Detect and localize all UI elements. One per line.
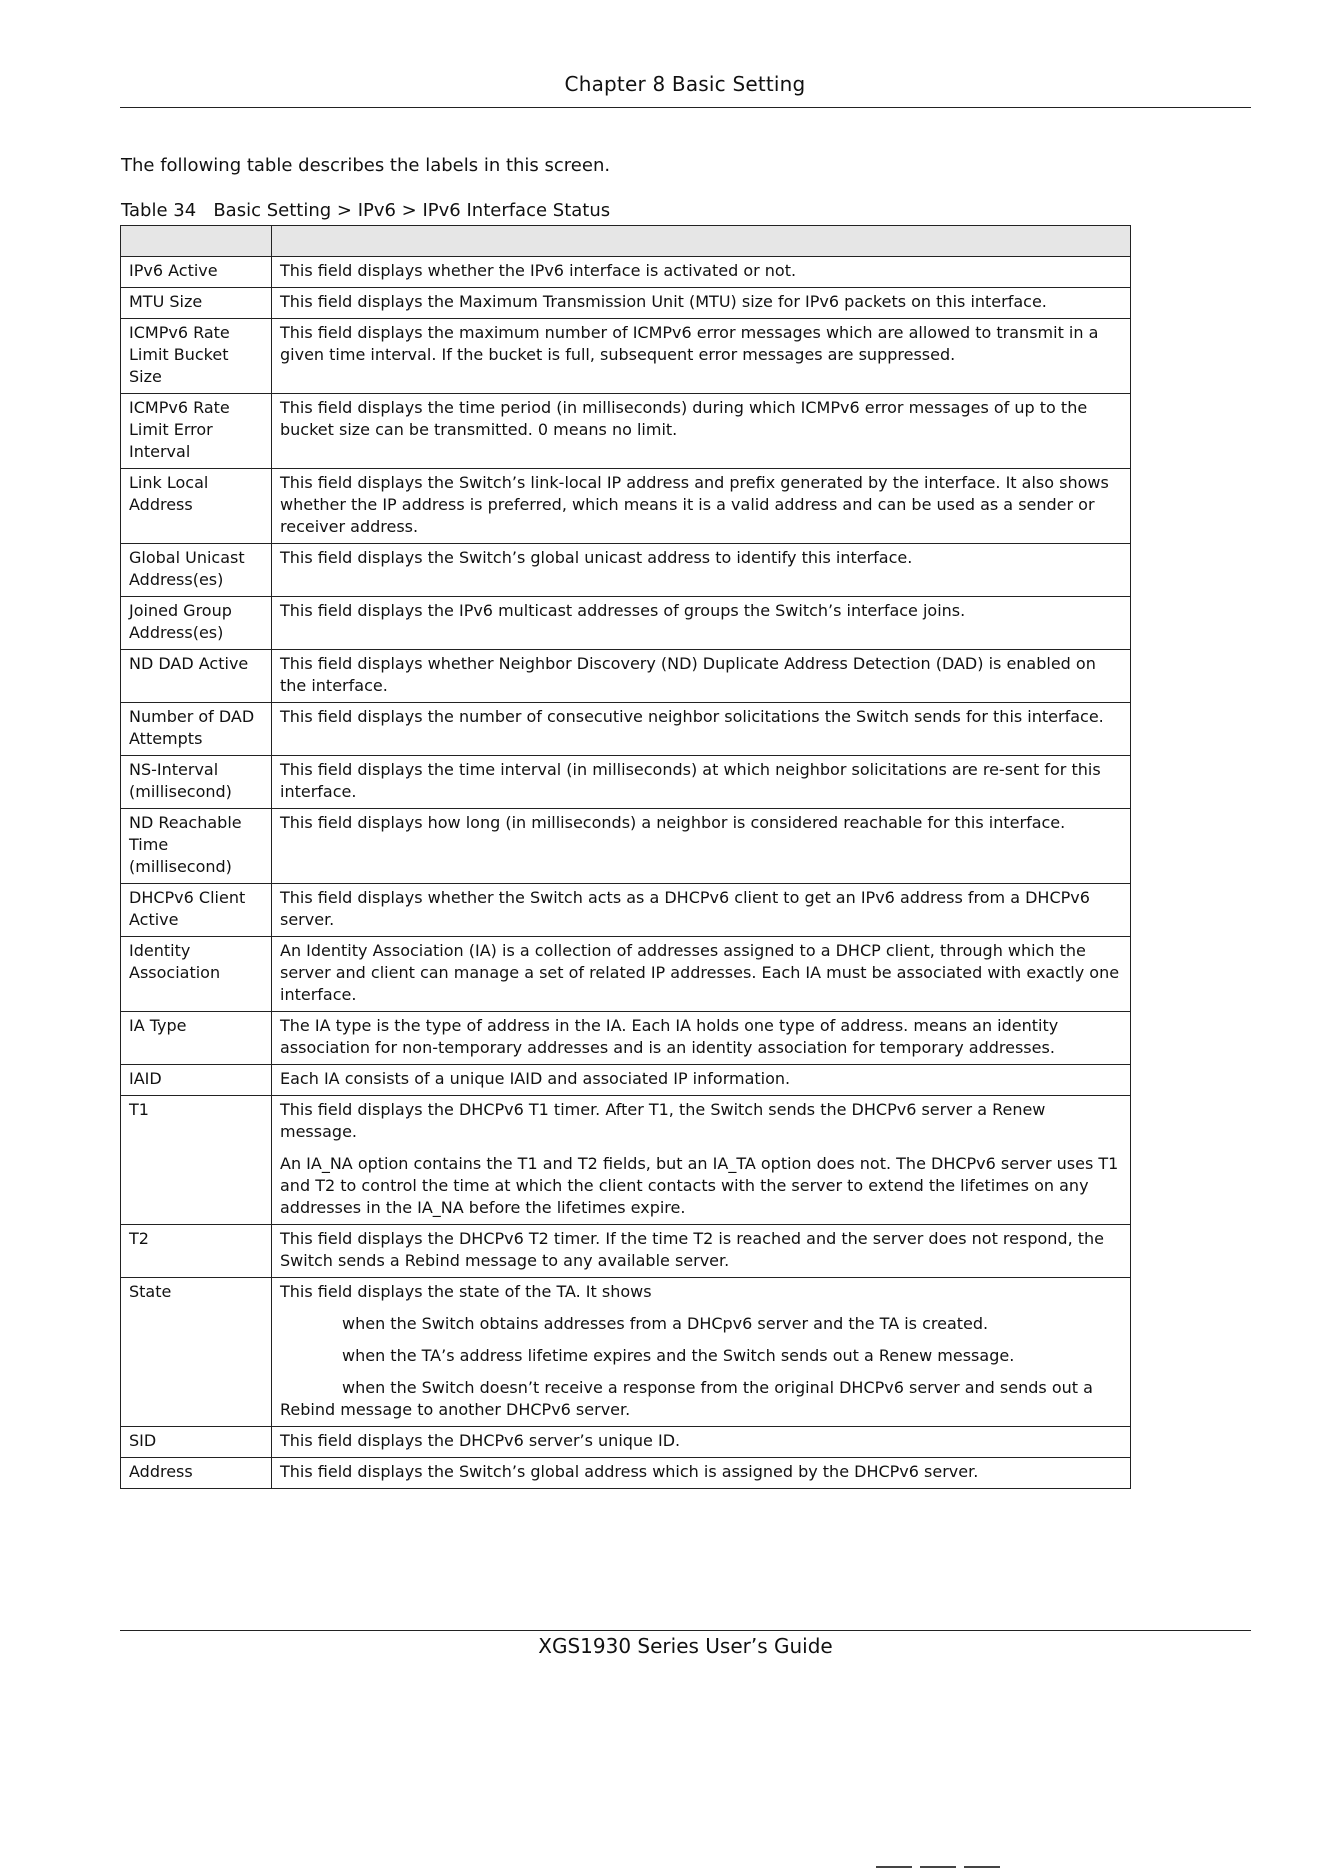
table-row xyxy=(121,884,1131,937)
table-header-label xyxy=(121,226,272,257)
table-caption: Table 34 Basic Setting > IPv6 > IPv6 Interface Status xyxy=(121,200,611,221)
row-description xyxy=(272,1065,1131,1096)
row-label: Identity Association xyxy=(121,937,272,1012)
description-paragraph: This field displays the DHCPv6 T2 timer. If the time T2 is reached and the server does not respond, the Switch sends a Rebind message to any available server. xyxy=(280,1229,1105,1270)
row-label: IPv6 Active xyxy=(121,257,272,288)
row-label: Address xyxy=(121,1458,272,1489)
description-paragraph: This field displays whether Neighbor Discovery (ND) Duplicate Address Detection (DAD) is enabled on the interface. xyxy=(280,654,1096,695)
row-description xyxy=(272,1012,1131,1065)
state-item: when the Switch obtains addresses from a DHCpv6 server and the TA is created. xyxy=(342,1314,989,1333)
description-paragraph: The IA type is the type of address in the IA. Each IA holds one type of address. means an identity association for non-temporary addresses and is an identity association for temporary addresses. xyxy=(280,1016,1059,1057)
description-paragraph: This field displays the Switch’s link-local IP address and prefix generated by the interface. It also shows whether the IP address is preferred, which means it is a valid address and can be used as a sender or receiver address. xyxy=(280,473,1109,536)
row-description xyxy=(272,756,1131,809)
row-label: NS-Interval (millisecond) xyxy=(121,756,272,809)
row-description xyxy=(272,1427,1131,1458)
row-label: ND Reachable Time (millisecond) xyxy=(121,809,272,884)
table-row xyxy=(121,469,1131,544)
table-row xyxy=(121,1427,1131,1458)
chapter-header: Chapter 8 Basic Setting xyxy=(564,72,806,96)
row-description xyxy=(272,469,1131,544)
row-description xyxy=(272,809,1131,884)
row-label: Global Unicast Address(es) xyxy=(121,544,272,597)
row-label: ICMPv6 Rate Limit Error Interval xyxy=(121,394,272,469)
row-label: IA Type xyxy=(121,1012,272,1065)
description-paragraph: This field displays how long (in milliseconds) a neighbor is considered reachable for this interface. xyxy=(280,813,1066,832)
scan-edge-mark xyxy=(920,1866,956,1868)
description-paragraph: This field displays the Maximum Transmission Unit (MTU) size for IPv6 packets on this interface. xyxy=(280,292,1047,311)
description-paragraph: This field displays the DHCPv6 T1 timer. After T1, the Switch sends the DHCPv6 server a Renew message. xyxy=(280,1100,1046,1141)
table-row xyxy=(121,1096,1131,1225)
row-label: MTU Size xyxy=(121,288,272,319)
description-paragraph: This field displays the time period (in milliseconds) during which ICMPv6 error messages of up to the bucket size can be transmitted. 0 means no limit. xyxy=(280,398,1088,439)
table-row xyxy=(121,394,1131,469)
description-paragraph: This field displays the state of the TA. It shows xyxy=(280,1282,652,1301)
description-paragraph: An IA_NA option contains the T1 and T2 fields, but an IA_TA option does not. The DHCPv6 server uses T1 and T2 to control the time at which the client contacts with the server to extend the lifetimes on any addresses in the IA_NA before the lifetimes expire. xyxy=(280,1154,1119,1217)
row-description xyxy=(272,257,1131,288)
description-paragraph: This field displays the IPv6 multicast addresses of groups the Switch’s interface joins. xyxy=(280,601,966,620)
description-paragraph: This field displays the DHCPv6 server’s unique ID. xyxy=(280,1431,681,1450)
row-description xyxy=(272,288,1131,319)
description-paragraph: This field displays the number of consecutive neighbor solicitations the Switch sends for this interface. xyxy=(280,707,1104,726)
table-row xyxy=(121,544,1131,597)
table-header-description xyxy=(272,226,1131,257)
row-description xyxy=(272,1458,1131,1489)
row-description xyxy=(272,394,1131,469)
row-description xyxy=(272,1278,1131,1427)
table-row xyxy=(121,1278,1131,1427)
table-row xyxy=(121,288,1131,319)
description-paragraph: An Identity Association (IA) is a collection of addresses assigned to a DHCP client, through which the server and client can manage a set of related IP addresses. Each IA must be associated with exactly one interface. xyxy=(280,941,1120,1004)
footer-rule xyxy=(120,1630,1251,1631)
row-label: ICMPv6 Rate Limit Bucket Size xyxy=(121,319,272,394)
labels-table xyxy=(120,225,1131,1489)
row-description xyxy=(272,650,1131,703)
row-label: T2 xyxy=(121,1225,272,1278)
table-body xyxy=(121,257,1131,1489)
row-label: SID xyxy=(121,1427,272,1458)
row-label: Link Local Address xyxy=(121,469,272,544)
description-paragraph: Each IA consists of a unique IAID and associated IP information. xyxy=(280,1069,791,1088)
description-paragraph: This field displays the time interval (in milliseconds) at which neighbor solicitations are re-sent for this interface. xyxy=(280,760,1101,801)
row-label: Number of DAD Attempts xyxy=(121,703,272,756)
row-description xyxy=(272,597,1131,650)
description-paragraph: This field displays whether the IPv6 interface is activated or not. xyxy=(280,261,797,280)
row-description xyxy=(272,319,1131,394)
table-row xyxy=(121,1012,1131,1065)
description-paragraph: This field displays whether the Switch acts as a DHCPv6 client to get an IPv6 address from a DHCPv6 server. xyxy=(280,888,1090,929)
row-label: DHCPv6 Client Active xyxy=(121,884,272,937)
row-description xyxy=(272,703,1131,756)
table-row xyxy=(121,937,1131,1012)
row-description xyxy=(272,1096,1131,1225)
table-row xyxy=(121,319,1131,394)
table-row xyxy=(121,756,1131,809)
description-paragraph: This field displays the Switch’s global unicast address to identify this interface. xyxy=(280,548,913,567)
scan-edge-mark xyxy=(964,1866,1000,1868)
table-row xyxy=(121,650,1131,703)
row-description xyxy=(272,937,1131,1012)
row-label: ND DAD Active xyxy=(121,650,272,703)
table-row xyxy=(121,597,1131,650)
header-rule xyxy=(120,107,1251,108)
table-row xyxy=(121,1225,1131,1278)
row-description xyxy=(272,1225,1131,1278)
row-description xyxy=(272,884,1131,937)
table-row xyxy=(121,703,1131,756)
description-paragraph: This field displays the Switch’s global address which is assigned by the DHCPv6 server. xyxy=(280,1462,979,1481)
state-item: when the TA’s address lifetime expires and the Switch sends out a Renew message. xyxy=(342,1346,1015,1365)
table-row xyxy=(121,1065,1131,1096)
table-row xyxy=(121,809,1131,884)
row-label: IAID xyxy=(121,1065,272,1096)
scan-edge-mark xyxy=(876,1866,912,1868)
row-label: T1 xyxy=(121,1096,272,1225)
table-header-row xyxy=(121,226,1131,257)
description-paragraph: This field displays the maximum number of ICMPv6 error messages which are allowed to transmit in a given time interval. If the bucket is full, subsequent error messages are suppressed. xyxy=(280,323,1099,364)
table-row xyxy=(121,1458,1131,1489)
table-row xyxy=(121,257,1131,288)
row-description xyxy=(272,544,1131,597)
row-label: Joined Group Address(es) xyxy=(121,597,272,650)
row-label: State xyxy=(121,1278,272,1427)
state-item: when the Switch doesn’t receive a response from the original DHCPv6 server and sends out a Rebind message to another DHCPv6 server. xyxy=(280,1378,1093,1419)
guide-footer: XGS1930 Series User’s Guide xyxy=(538,1634,833,1658)
intro-text: The following table describes the labels in this screen. xyxy=(121,155,611,176)
